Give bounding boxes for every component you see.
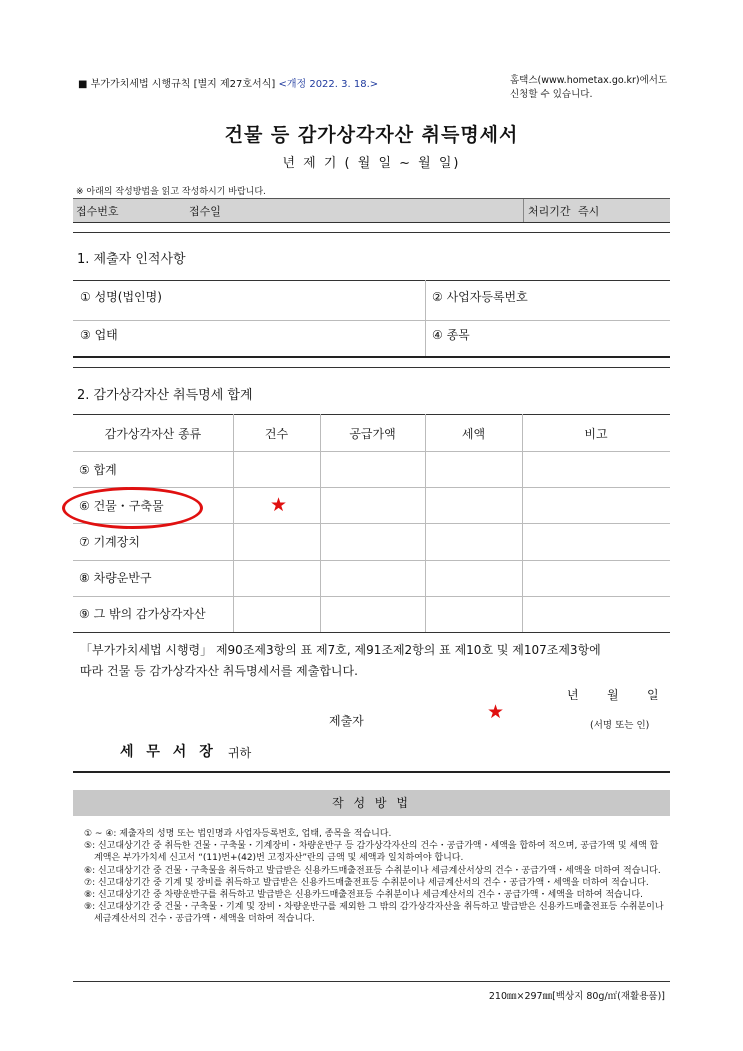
processing-period-value: 즉시	[578, 205, 600, 218]
receipt-bar	[73, 198, 670, 223]
date-month[interactable]: 월	[607, 688, 619, 702]
tax-period: 년 제 기 ( 월 일 ~ 월 일)	[282, 156, 461, 171]
row-vehicle: ⑧ 차량운반구	[79, 571, 152, 585]
signature-field[interactable]: (서명 또는 인)	[590, 720, 650, 731]
date-day[interactable]: 일	[647, 688, 659, 702]
star-icon: ★	[270, 494, 288, 516]
form-title: 건물 등 감가상각자산 취득명세서	[224, 124, 519, 146]
note-7: ⑦: 신고대상기간 중 기계 및 장비를 취득하고 발급받은 신용카드매출전표등 수취분이나 세금계산서의 건수・공급가액・세액을 더하여 적습니다.	[84, 877, 649, 888]
row-total: ⑤ 합계	[79, 463, 117, 477]
business-type-field[interactable]: ③ 업태	[80, 328, 118, 342]
processing-period-label: 처리기간	[528, 205, 571, 218]
note-9: ⑨: 신고대상기간 중 건물・구축물・기계 및 장비・차량운반구를 제외한 그 밖의 감가상각자산을 취득하고 발급받은 신용카드매출전표등 수취분이나 세금계산서의 건수・공급가액・세액을 더하여 적습니다.	[84, 902, 664, 925]
method-notes	[84, 828, 664, 926]
row-building: ⑥ 건물・구축물	[79, 499, 164, 513]
note-6: ⑥: 신고대상기간 중 건물・구축물을 취득하고 발급받은 신용카드매출전표등 수취분이나 세금계산서상의 건수・공급가액・세액을 더하여 적습니다.	[84, 865, 661, 876]
col-tax: 세액	[461, 427, 486, 441]
date-year[interactable]: 년	[567, 688, 579, 702]
row-other-assets: ⑨ 그 밖의 감가상각자산	[79, 607, 206, 621]
receipt-no-label: 접수번호	[76, 205, 119, 218]
submission-statement: 「부가가치세법 시행령」 제90조제3항의 표 제7호, 제91조제2항의 표 제10호 및 제107조제3항에 따라 건물 등 감가상각자산 취득명세서를 제출합니다.	[80, 643, 601, 678]
revision-date: <개정 2022. 3. 18.>	[278, 79, 379, 90]
section2-title: 2. 감가상각자산 취득명세 합계	[77, 388, 253, 403]
col-supply-amount: 공급가액	[349, 427, 396, 441]
paper-spec: 210㎜×297㎜[백상지 80g/㎡(재활용품)]	[488, 991, 665, 1002]
bizno-field[interactable]: ② 사업자등록번호	[432, 290, 528, 304]
col-remarks: 비고	[584, 427, 608, 441]
method-title: 작 성 방 법	[73, 790, 670, 816]
name-field[interactable]: ① 성명(법인명)	[80, 290, 162, 304]
col-count: 건수	[264, 427, 289, 441]
highlight-ellipse	[62, 487, 203, 529]
item-field[interactable]: ④ 종목	[432, 328, 470, 342]
row-machinery: ⑦ 기계장치	[79, 535, 140, 549]
hometax-note: 홈택스(www.hometax.go.kr)에서도 신청할 수 있습니다.	[510, 75, 668, 100]
receipt-date-label: 접수일	[189, 205, 221, 218]
section1-title: 1. 제출자 인적사항	[77, 252, 186, 267]
tax-office-label: 세 무 서 장	[120, 744, 217, 760]
guide-note: ※ 아래의 작성방법을 읽고 작성하시기 바랍니다.	[76, 187, 266, 197]
filled-square-icon: ■	[78, 79, 88, 90]
star-icon: ★	[487, 701, 505, 723]
note-5: ⑤: 신고대상기간 중 취득한 건물・구축물・기계장비・차량운반구 등 감가상각자산의 건수・공급가액・세액을 합하여 적으며, 공급가액 및 세액 합계액은 부가가치세 신고서 “(11)번+(42)번 고정자산”란의 금액 및 세액과 일치하여야 합니다.	[84, 841, 659, 864]
note-1: ① ~ ④: 제출자의 성명 또는 법인명과 사업자등록번호, 업태, 종목을 적습니다.	[84, 829, 392, 839]
submitter-label: 제출자	[329, 714, 364, 728]
col-asset-type: 감가상각자산 종류	[104, 427, 202, 441]
form-rule-reference	[78, 75, 378, 90]
note-8: ⑧: 신고대상기간 중 차량운반구를 취득하고 발급받은 신용카드매출전표등 수취분이나 세금계산서의 건수・공급가액・세액을 더하여 적습니다.	[84, 890, 643, 901]
rule-text: 부가가치세법 시행규칙 [별지 제27호서식]	[90, 79, 276, 90]
honorific: 귀하	[228, 746, 252, 760]
